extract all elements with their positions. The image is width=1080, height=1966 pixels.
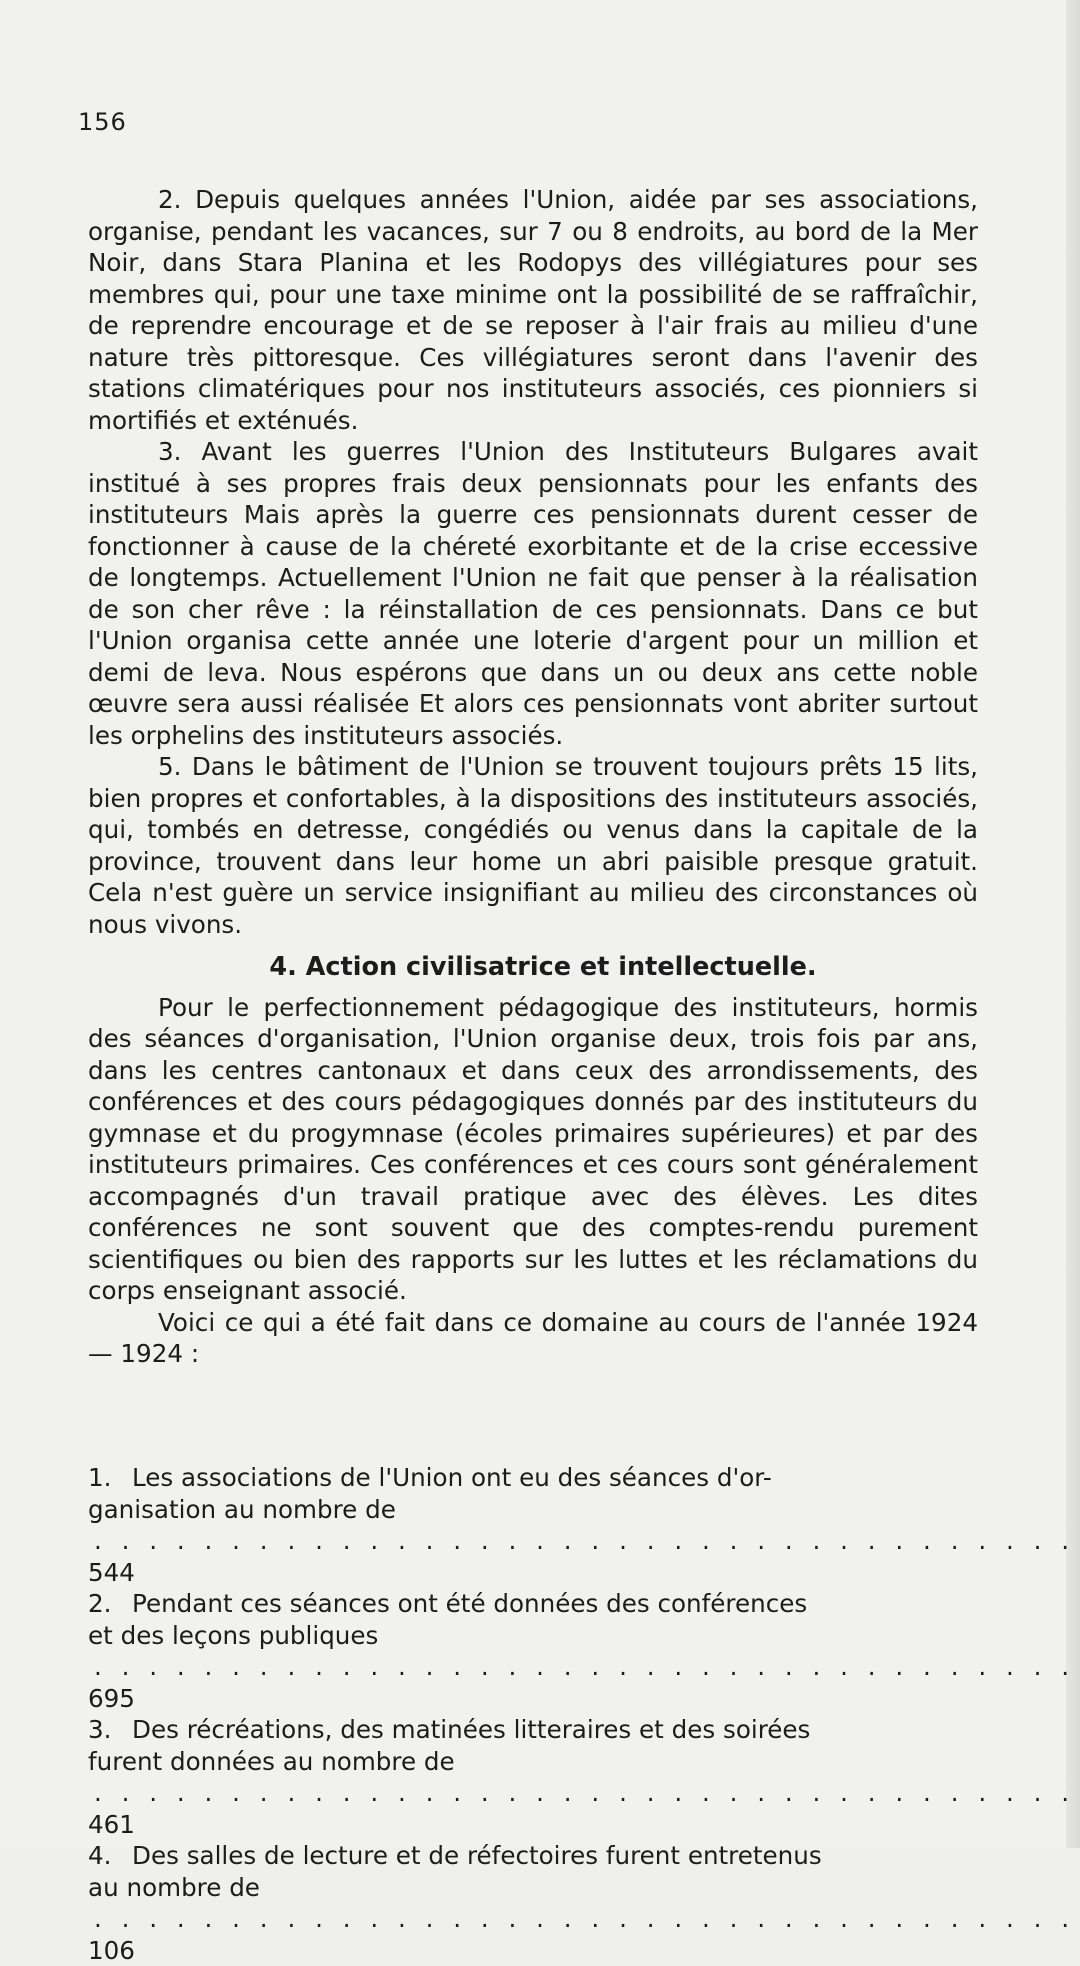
list-item-number: 4. [88,1841,112,1870]
list-item-text: Pendant ces séances ont été données des conférences [132,1589,808,1618]
paragraph-lits: 5. Dans le bâtiment de l'Union se trouvent toujours prêts 15 lits, bien propres et confortables, à la dispositions des instituteurs associés, qui, tombés en detresse, congédiés ou venus dans la capitale de la province, trouvent dans leur home un abri paisible presque gratuit. Cela n'est guère un service insignifiant au milieu des circonstances où nous vivons. [88,752,978,939]
section-heading: 4. Action civilisatrice et intellectuelle. [269,952,817,982]
list-item [88,1462,978,1588]
body-text [88,184,978,1370]
paragraph-action: Pour le perfectionnement pédagogique des instituteurs, hormis des séances d'organisation, l'Union organise deux, trois fois par ans, dans les centres cantonaux et dans ceux des arrondissements, des conférences et des cours pédagogiques donnés par des instituteurs du gymnase et du progymnase (écoles primaires supérieures) et par des instituteurs primaires. Ces conférences et ces cours sont généralement accompagnés d'un travail pratique avec des élèves. Les dites conférences ne sont souvent que des comptes-rendu purement scientifiques ou bien des rapports sur les luttes et les réclamations du corps enseignant associé. [88,992,978,1305]
list-item-text-cont: ganisation au nombre de [88,1494,396,1524]
list-item [88,1714,978,1840]
dot-leader [94,1526,1080,1555]
paragraph-villegiatures: 2. Depuis quelques années l'Union, aidée par ses associations, organise, pendant les vacances, sur 7 ou 8 endroits, au bord de la Mer Noir, dans Stara Planina et les Rodopys des villégiatures pour ses membres qui, pour une taxe minime ont la possibilité de se raffraîchir, de reprendre encourage et de se reposer à l'air frais au milieu d'une nature très pittoresque. Ces villégiatures seront dans l'avenir des stations climatériques pour nos instituteurs associés, ces pionniers si mortifiés et exténués. [88,185,978,435]
list-item-text-cont: et des leçons publiques [88,1620,379,1650]
stats-list [88,1462,978,1966]
page-edge [1066,0,1080,1848]
list-item-value: 695 [88,1683,135,1713]
list-item-value: 544 [88,1557,135,1587]
dot-leader [94,1652,1080,1681]
paragraph-voici: Voici ce qui a été fait dans ce domaine au cours de l'année 1924 — 1924 : [88,1307,978,1368]
dot-leader [94,1778,1080,1807]
list-item [88,1588,978,1714]
list-item-text: Des salles de lecture et de réfectoires furent entretenus [132,1841,822,1870]
dot-leader [94,1904,1080,1933]
list-item-text: Des récréations, des matinées litteraires et des soirées [132,1715,811,1744]
list-item-text-cont: au nombre de [88,1872,260,1902]
list-item-number: 1. [88,1463,112,1492]
list-item-number: 2. [88,1589,112,1618]
list-item-value: 106 [88,1935,135,1965]
list-item [88,1840,978,1966]
list-item-number: 3. [88,1715,112,1744]
list-item-text-cont: furent données au nombre de [88,1746,455,1776]
list-item-text: Les associations de l'Union ont eu des séances d'or- [132,1463,772,1492]
page-number: 156 [78,108,127,136]
list-item-value: 461 [88,1809,135,1839]
paragraph-pensionnats: 3. Avant les guerres l'Union des Instituteurs Bulgares avait institué à ses propres frais deux pensionnats pour les enfants des instituteurs Mais après la guerre ces pensionnats durent cesser de fonctionner à cause de la chéreté exorbitante et de la crise eccessive de longtemps. Actuellement l'Union ne fait que penser à la réalisation de son cher rêve : la réinstallation de ces pensionnats. Dans ce but l'Union organisa cette année une loterie d'argent pour un million et demi de leva. Nous espérons que dans un ou deux ans cette noble œuvre sera aussi réalisée Et alors ces pensionnats vont abriter surtout les orphelins des instituteurs associés. [88,437,978,750]
